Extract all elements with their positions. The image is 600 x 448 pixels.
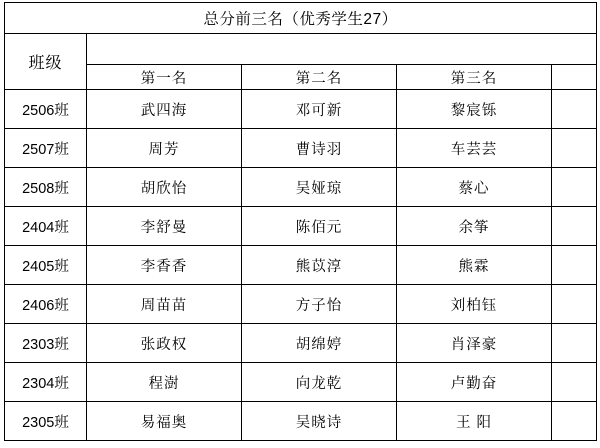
table-row xyxy=(5,207,597,246)
table-row xyxy=(5,90,597,129)
table-header-row xyxy=(5,34,597,65)
top-three-table xyxy=(4,2,597,441)
cell-third: 蔡心 xyxy=(397,168,552,207)
cell-first: 李香香 xyxy=(87,246,242,285)
cell-class: 2405班 xyxy=(5,246,87,285)
cell-second: 向龙乾 xyxy=(242,363,397,402)
cell-second: 邓可新 xyxy=(242,90,397,129)
table-row xyxy=(5,168,597,207)
table-row xyxy=(5,285,597,324)
table-row xyxy=(5,363,597,402)
cell-third: 车芸芸 xyxy=(397,129,552,168)
cell-extra xyxy=(552,207,597,246)
cell-first: 周苗苗 xyxy=(87,285,242,324)
table-subheader-row xyxy=(5,65,597,90)
cell-second: 熊苡淳 xyxy=(242,246,397,285)
cell-class: 2305班 xyxy=(5,402,87,441)
cell-third: 刘柏钰 xyxy=(397,285,552,324)
cell-third: 黎宸铄 xyxy=(397,90,552,129)
cell-extra xyxy=(552,129,597,168)
cell-second: 曹诗羽 xyxy=(242,129,397,168)
cell-third: 卢勤奋 xyxy=(397,363,552,402)
cell-extra xyxy=(552,246,597,285)
table-row xyxy=(5,402,597,441)
cell-extra xyxy=(552,402,597,441)
column-header-extra xyxy=(552,65,597,90)
column-header-first: 第一名 xyxy=(87,65,242,90)
cell-first: 程澍 xyxy=(87,363,242,402)
table-title: 总分前三名（优秀学生27） xyxy=(5,3,597,34)
cell-second: 胡绵婷 xyxy=(242,324,397,363)
column-header-second: 第二名 xyxy=(242,65,397,90)
cell-third: 熊霖 xyxy=(397,246,552,285)
cell-class: 2506班 xyxy=(5,90,87,129)
cell-first: 武四海 xyxy=(87,90,242,129)
cell-second: 陈佰元 xyxy=(242,207,397,246)
table-title-row xyxy=(5,3,597,34)
cell-third: 余筝 xyxy=(397,207,552,246)
cell-class: 2404班 xyxy=(5,207,87,246)
cell-first: 张政权 xyxy=(87,324,242,363)
cell-second: 吴晓诗 xyxy=(242,402,397,441)
cell-extra xyxy=(552,363,597,402)
table-row xyxy=(5,324,597,363)
cell-third: 王 阳 xyxy=(397,402,552,441)
cell-extra xyxy=(552,168,597,207)
cell-first: 胡欣怡 xyxy=(87,168,242,207)
cell-first: 易福奥 xyxy=(87,402,242,441)
cell-first: 周芳 xyxy=(87,129,242,168)
cell-class: 2303班 xyxy=(5,324,87,363)
cell-third: 肖泽豪 xyxy=(397,324,552,363)
column-header-third: 第三名 xyxy=(397,65,552,90)
cell-class: 2507班 xyxy=(5,129,87,168)
table-row xyxy=(5,129,597,168)
cell-class: 2508班 xyxy=(5,168,87,207)
cell-extra xyxy=(552,90,597,129)
table-row xyxy=(5,246,597,285)
cell-second: 吴娅琼 xyxy=(242,168,397,207)
column-header-class: 班级 xyxy=(5,34,87,90)
header-spacer xyxy=(87,34,597,65)
cell-first: 李舒曼 xyxy=(87,207,242,246)
cell-class: 2304班 xyxy=(5,363,87,402)
cell-second: 方子怡 xyxy=(242,285,397,324)
cell-extra xyxy=(552,285,597,324)
cell-class: 2406班 xyxy=(5,285,87,324)
cell-extra xyxy=(552,324,597,363)
